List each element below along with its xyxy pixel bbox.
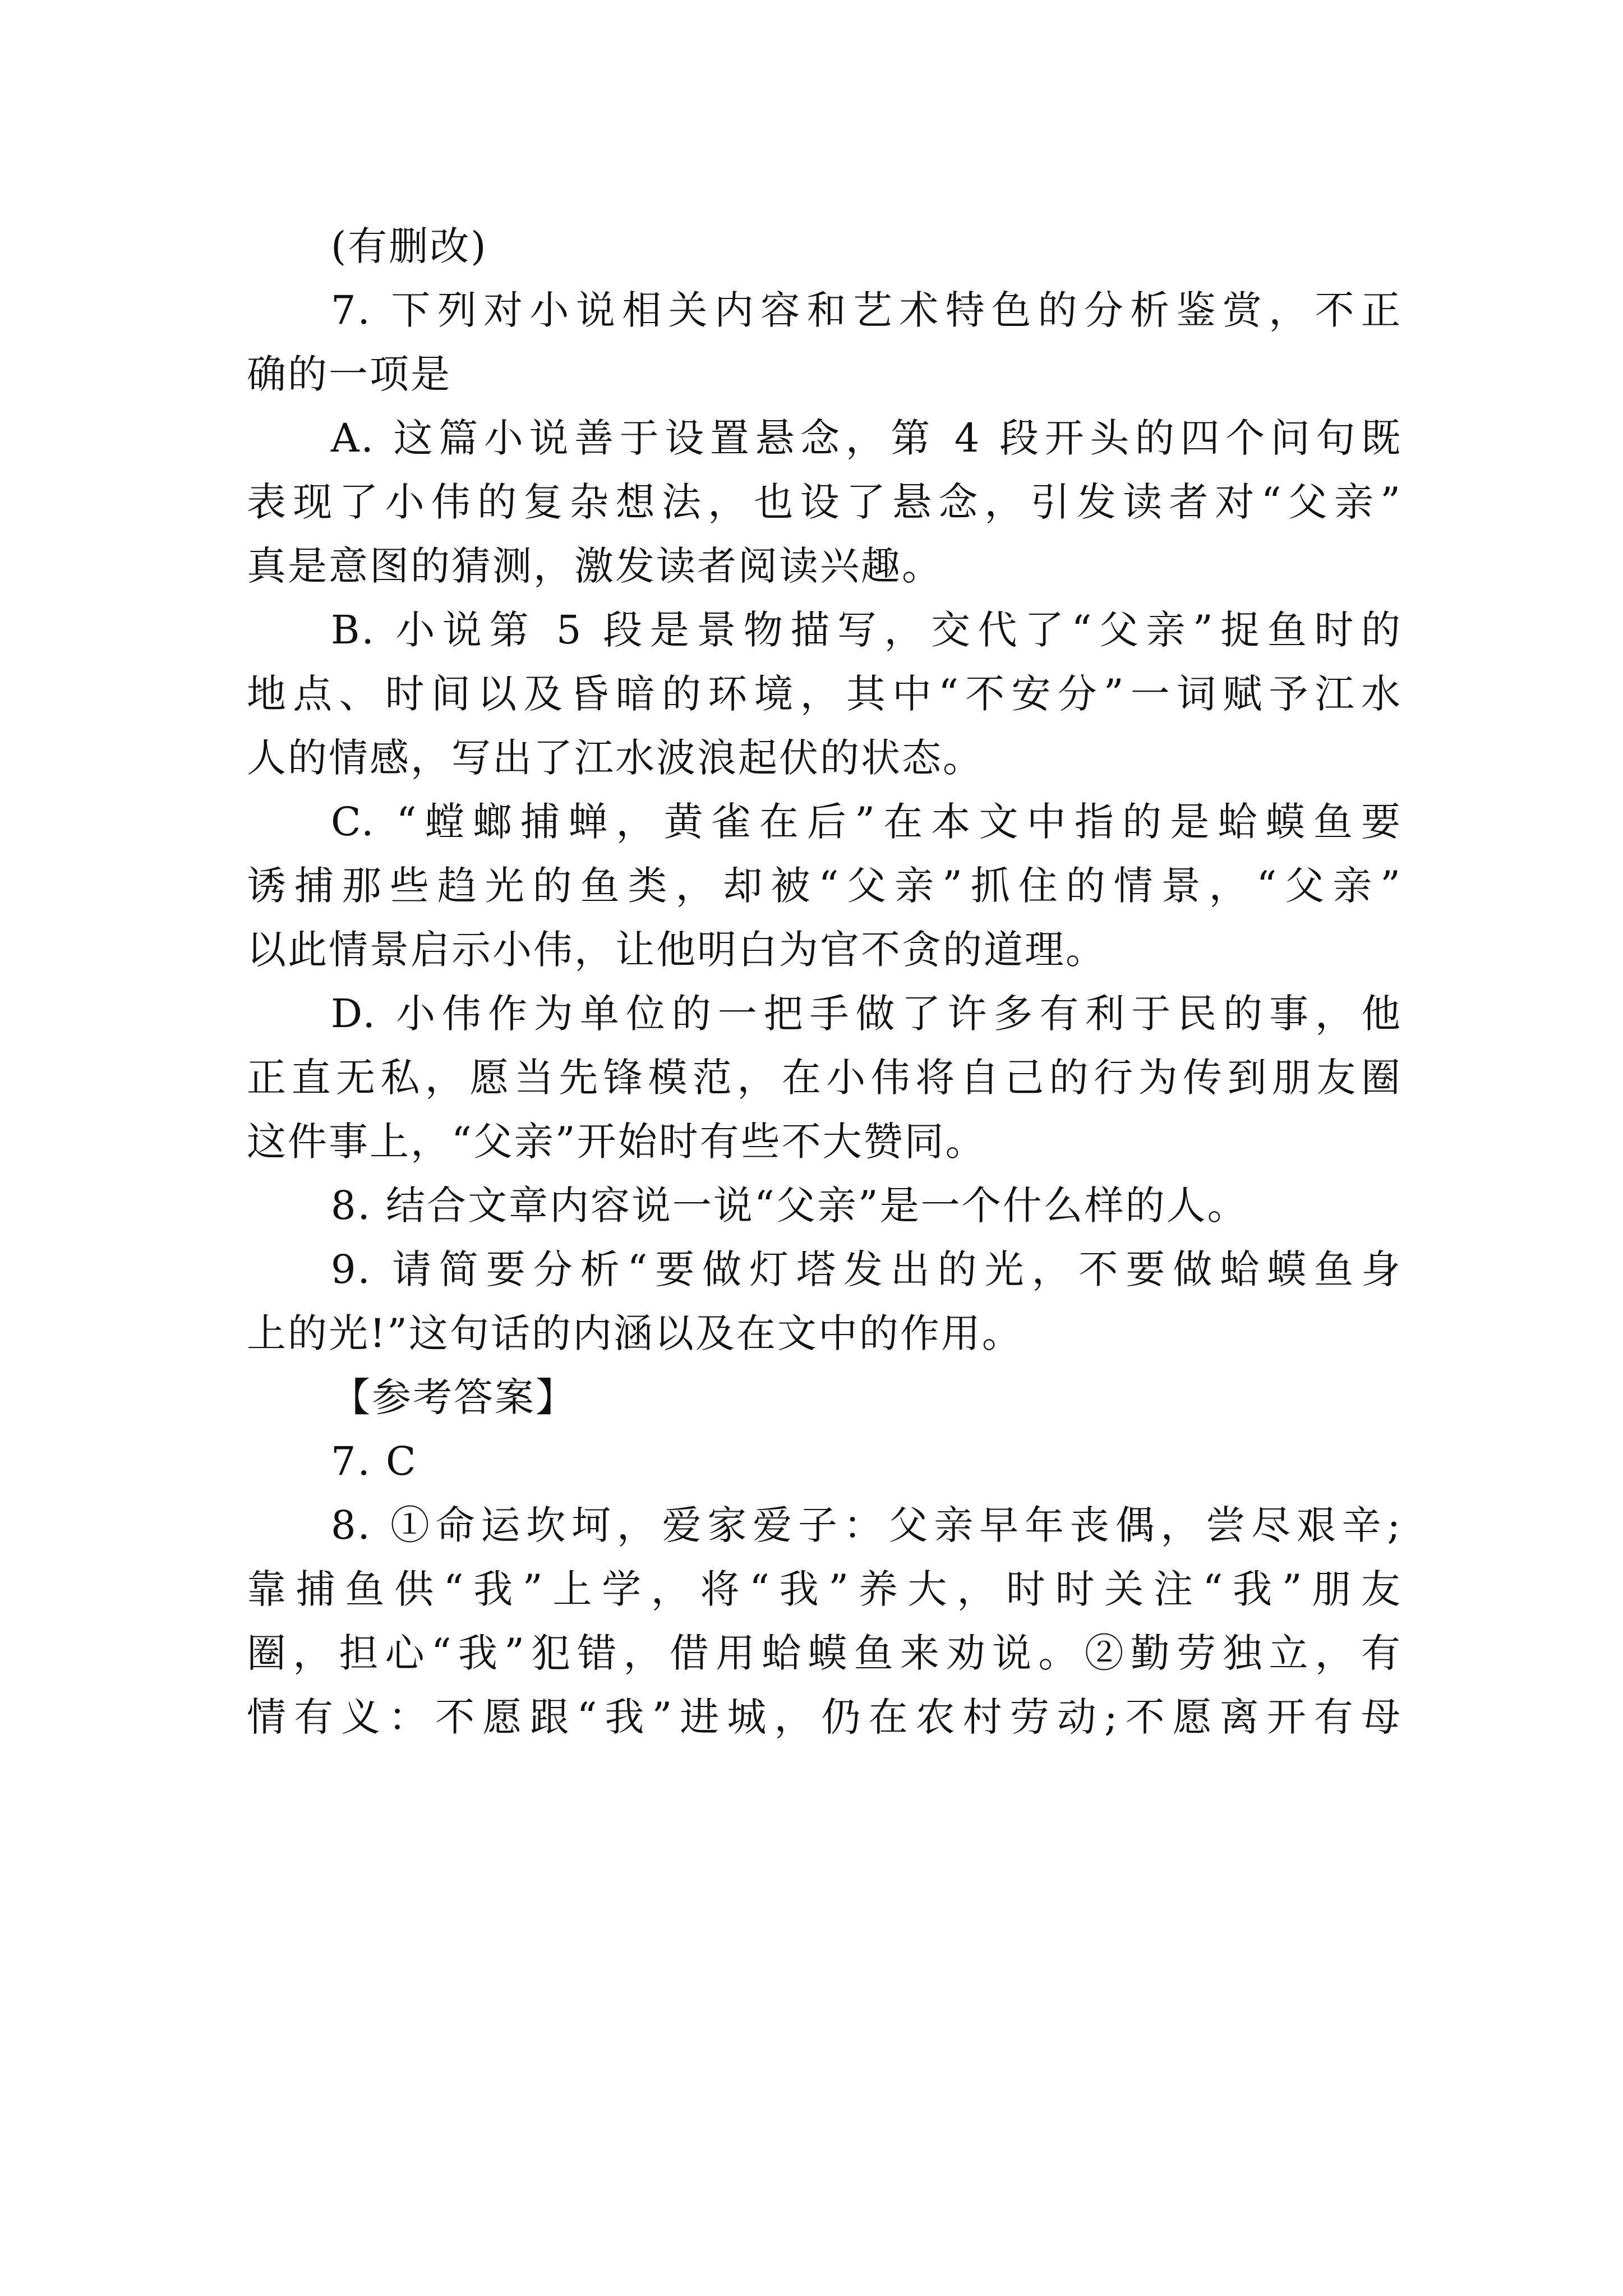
text-line: 7. 下列对小说相关内容和艺术特色的分析鉴赏，不正: [331, 287, 1402, 333]
text-line: 确的一项是: [247, 351, 451, 397]
text-line: 这件事上，“父亲”开始时有些不大赞同。: [247, 1119, 986, 1165]
option-a: [247, 406, 1402, 598]
text-line: (有删改): [331, 223, 488, 269]
text-line: 8. ①命运坎坷，爱家爱子：父亲早年丧偶，尝尽艰辛;: [331, 1502, 1402, 1548]
text-line: 情有义：不愿跟“我”进城，仍在农村劳动;不愿离开有母: [247, 1694, 1402, 1740]
text-line: 人的情感，写出了江水波浪起伏的状态。: [247, 735, 984, 781]
question-8: [247, 1174, 1402, 1237]
text-line: C. “螳螂捕蝉，黄雀在后”在本文中指的是蛤蟆鱼要: [331, 799, 1402, 845]
text-line: 正直无私，愿当先锋模范，在小伟将自己的行为传到朋友圈: [247, 1055, 1402, 1101]
text-line: 地点、时间以及昏暗的环境，其中“不安分”一词赋予江水: [247, 671, 1402, 717]
answer-8: [247, 1493, 1402, 1749]
text-line: A. 这篇小说善于设置悬念，第 4 段开头的四个问句既: [331, 415, 1402, 461]
question-7: [247, 278, 1402, 406]
option-b: [247, 598, 1402, 790]
text-line: 上的光!”这句话的内涵以及在文中的作用。: [247, 1310, 1023, 1356]
text-line: 靠捕鱼供“我”上学，将“我”养大，时时关注“我”朋友: [247, 1566, 1402, 1612]
text-line: 9. 请简要分析“要做灯塔发出的光，不要做蛤蟆鱼身: [331, 1246, 1402, 1292]
question-9: [247, 1237, 1402, 1365]
text-line: 诱捕那些趋光的鱼类，却被“父亲”抓住的情景，“父亲”: [247, 863, 1402, 909]
option-c: [247, 790, 1402, 982]
text-line: 8. 结合文章内容说一说“父亲”是一个什么样的人。: [331, 1182, 1248, 1228]
text-line: D. 小伟作为单位的一把手做了许多有利于民的事，他: [331, 991, 1402, 1037]
text-line: 表现了小伟的复杂想法，也设了悬念，引发读者对“父亲”: [247, 479, 1402, 525]
paragraph-note: [247, 214, 1402, 278]
text-line: B. 小说第 5 段是景物描写，交代了“父亲”捉鱼时的: [331, 607, 1402, 653]
text-line: 【参考答案】: [331, 1374, 577, 1420]
text-line: 真是意图的猜测，激发读者阅读兴趣。: [247, 543, 943, 589]
text-line: 7. C: [331, 1438, 418, 1484]
answer-heading: [247, 1365, 1402, 1429]
option-d: [247, 982, 1402, 1174]
document-body: [247, 214, 1402, 1749]
text-line: 圈，担心“我”犯错，借用蛤蟆鱼来劝说。②勤劳独立，有: [247, 1630, 1402, 1676]
text-line: 以此情景启示小伟，让他明白为官不贪的道理。: [247, 927, 1106, 973]
answer-7: [247, 1429, 1402, 1493]
